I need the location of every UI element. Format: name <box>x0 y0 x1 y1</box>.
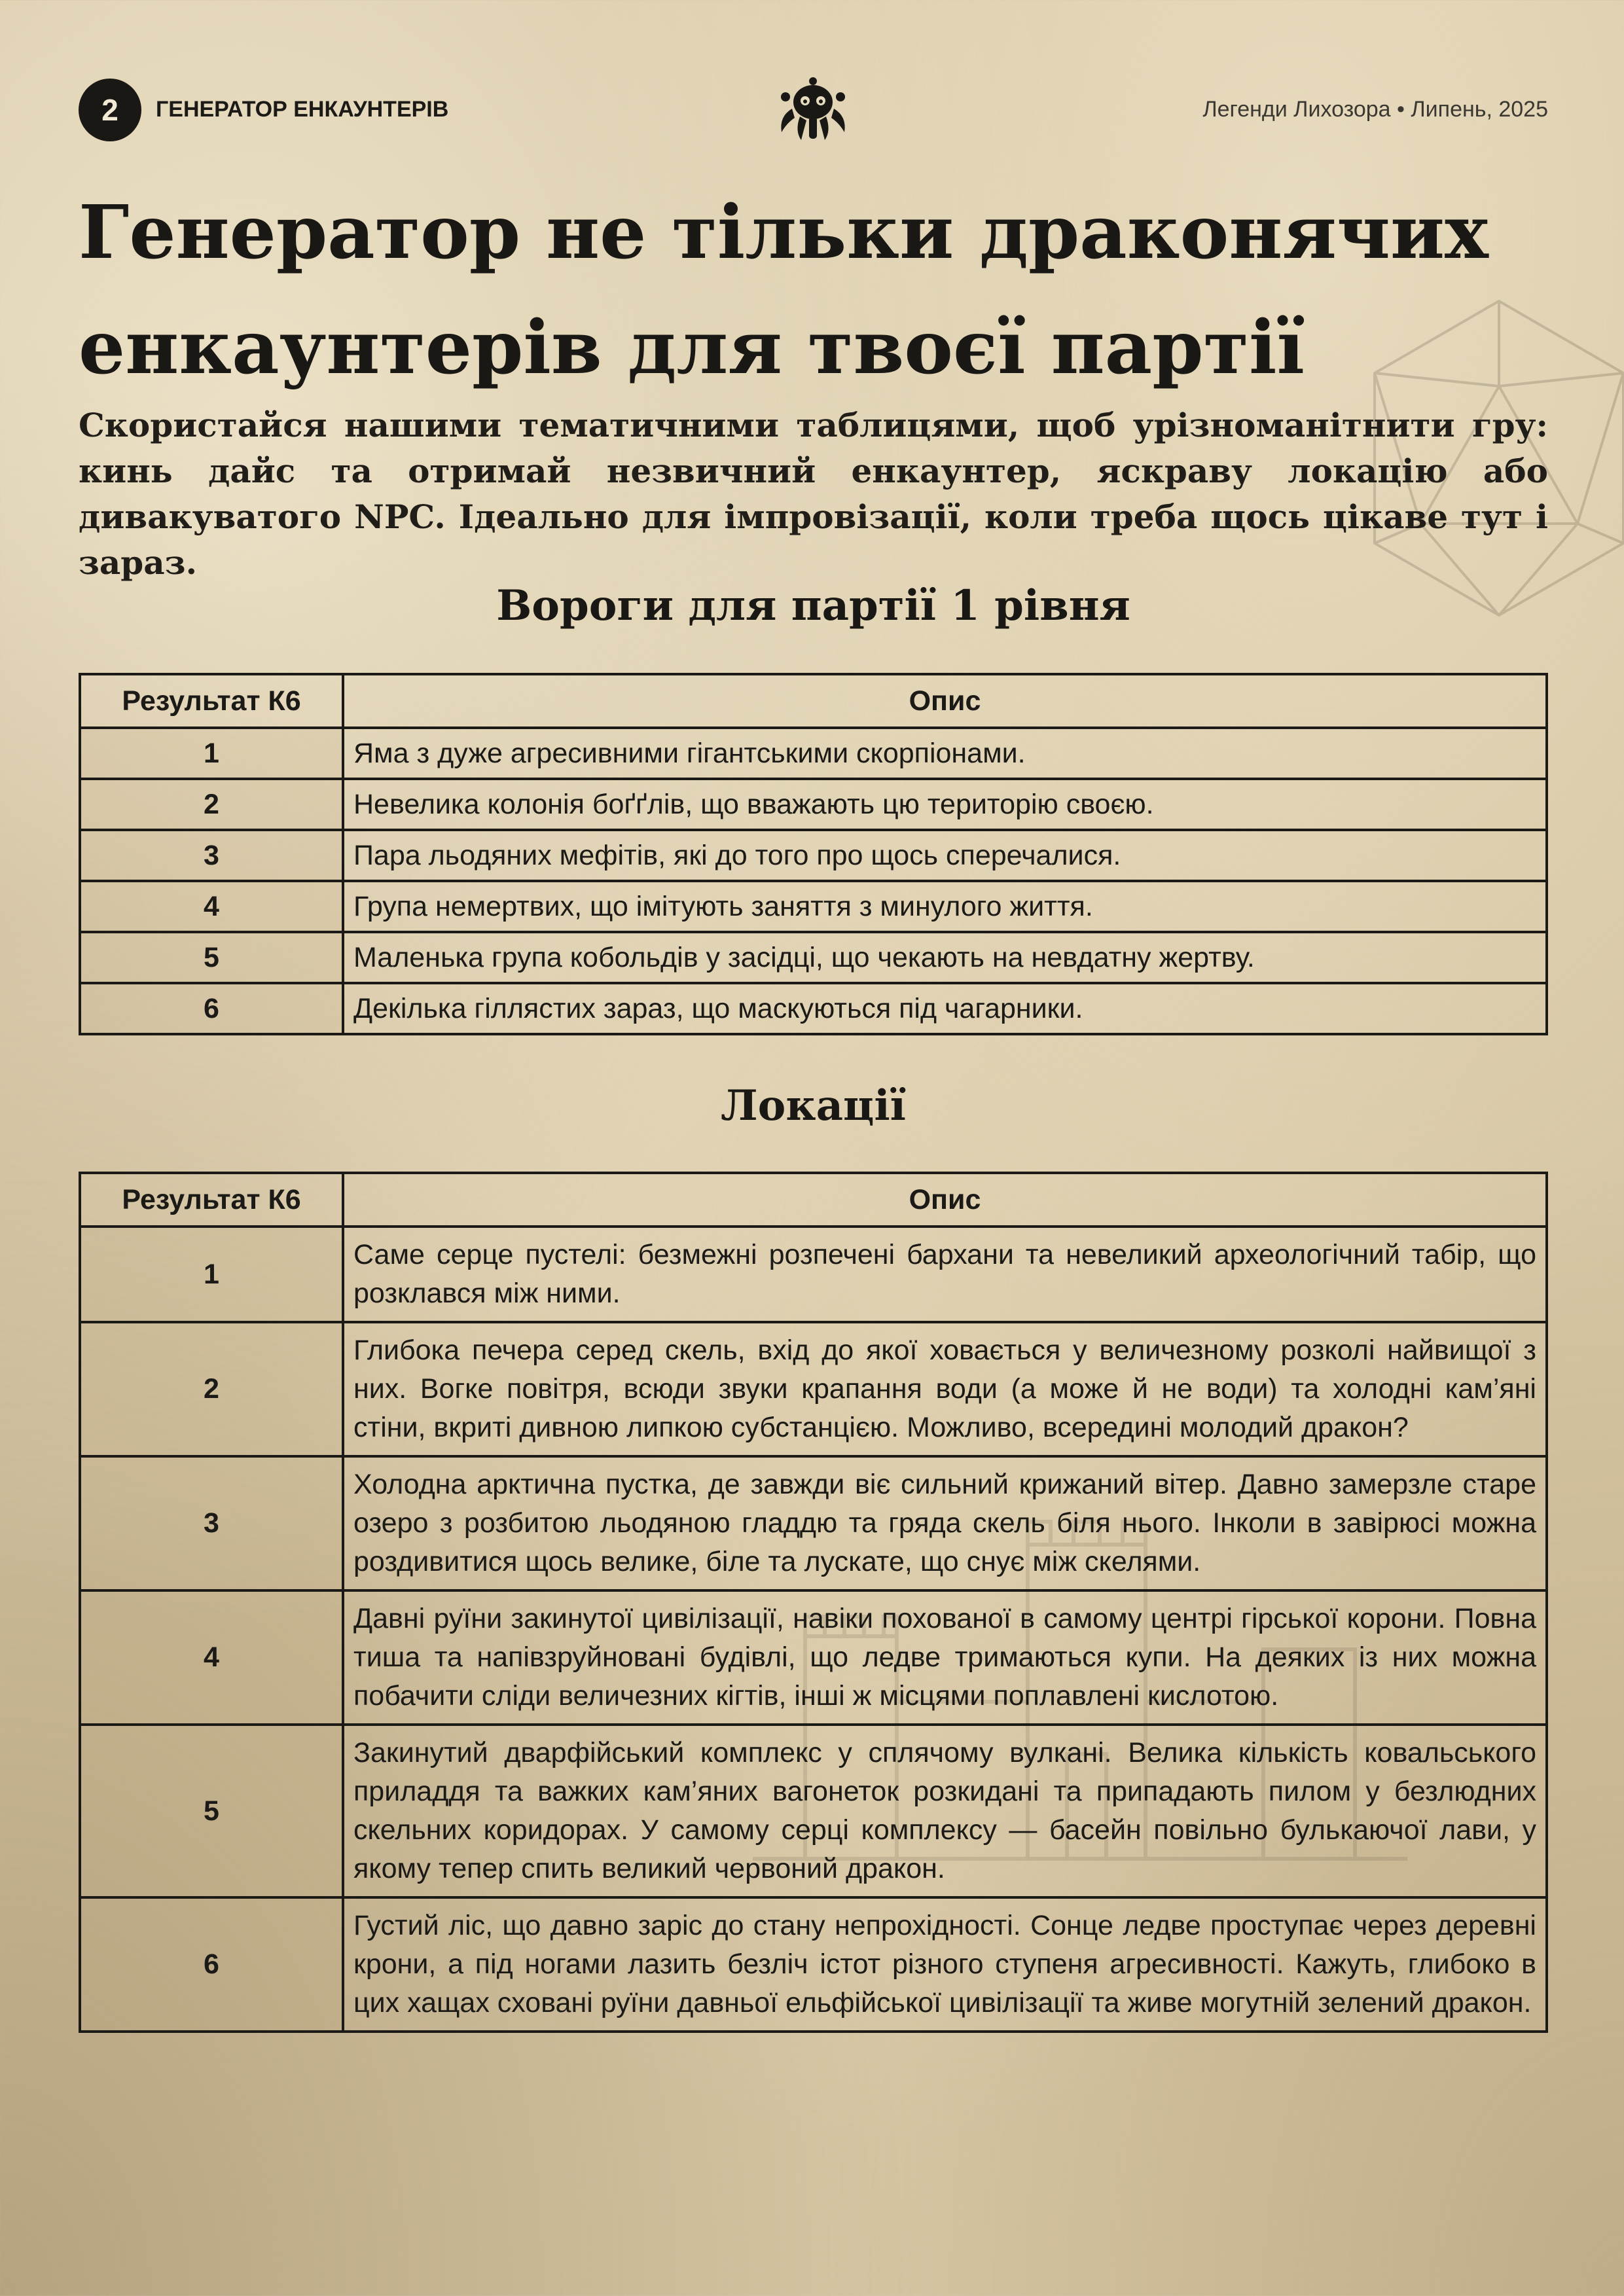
column-header-result: Результат К6 <box>80 674 343 728</box>
page-number-badge: 2 <box>79 79 141 141</box>
locations-heading: Локації <box>721 1081 906 1130</box>
section-label: ГЕНЕРАТОР ЕНКАУНТЕРІВ <box>156 97 449 122</box>
table-row <box>80 779 1547 830</box>
table-row <box>80 932 1547 983</box>
table-row <box>80 830 1547 881</box>
roll-result: 4 <box>80 881 343 932</box>
column-header-description: Опис <box>343 674 1547 728</box>
locations-table <box>79 1172 1548 2033</box>
table-row <box>80 881 1547 932</box>
row-description: Закинутий дварфійський комплекс у сплячому вулкані. Велика кількість ковальського приладдя та важких кам’яних вагонеток розкидані та припадають пилом у безлюдних скельних коридорах. У самому серці комплексу — басейн повільно булькаючої лави, у якому тепер спить великий червоний дракон. <box>343 1725 1547 1897</box>
row-description: Група немертвих, що імітують заняття з минулого життя. <box>343 881 1547 932</box>
table-header-row <box>80 1173 1547 1227</box>
row-description: Давні руїни закинутої цивілізації, навіки похованої в самому центрі гірської корони. Повна тиша та напівзруйновані будівлі, що ледве тримаються купи. На деяких із них можна побачити сліди величезних кігтів, інші ж місцями поплавлені кислотою. <box>343 1590 1547 1725</box>
row-description: Яма з дуже агресивними гігантськими скорпіонами. <box>343 728 1547 779</box>
table-row <box>80 1322 1547 1456</box>
table-row <box>80 983 1547 1034</box>
row-description: Маленька група кобольдів у засідці, що чекають на невдатну жертву. <box>343 932 1547 983</box>
row-description: Глибока печера серед скель, вхід до якої ховається у величезному розколі найвищої з них. Вогке повітря, всюди звуки крапання води (а може й не води) та холодні кам’яні стіни, вкриті дивною липкою субстанцією. Можливо, всередині молодий дракон? <box>343 1322 1547 1456</box>
roll-result: 6 <box>80 983 343 1034</box>
roll-result: 6 <box>80 1897 343 2032</box>
table-row <box>80 1897 1547 2032</box>
column-header-result: Результат К6 <box>80 1173 343 1227</box>
row-description: Густий ліс, що давно заріс до стану непрохідності. Сонце ледве проступає через деревні крони, а під ногами лазить безліч істот різного ступеня агресивності. Кажуть, глибоко в цих хащах сховані руїни давньої ельфійської цивілізації та живе могутній зелений дракон. <box>343 1897 1547 2032</box>
title-line-2: енкаунтерів для твоєї партії <box>79 305 1305 391</box>
roll-result: 5 <box>80 1725 343 1897</box>
issue-info: Легенди Лихозора • Липень, 2025 <box>1202 97 1548 122</box>
roll-result: 2 <box>80 779 343 830</box>
roll-result: 3 <box>80 1456 343 1590</box>
table-row <box>80 1456 1547 1590</box>
roll-result: 4 <box>80 1590 343 1725</box>
table-row <box>80 1725 1547 1897</box>
enemies-table <box>79 673 1548 1035</box>
roll-result: 5 <box>80 932 343 983</box>
octopus-crest-icon <box>772 77 854 143</box>
table-row <box>80 1227 1547 1322</box>
enemies-heading: Вороги для партії 1 рівня <box>496 581 1130 630</box>
row-description: Саме серце пустелі: безмежні розпечені бархани та невеликий археологічний табір, що розклався між ними. <box>343 1227 1547 1322</box>
table-row <box>80 1590 1547 1725</box>
roll-result: 1 <box>80 728 343 779</box>
row-description: Невелика колонія боґґлів, що вважають цю територію своєю. <box>343 779 1547 830</box>
page-title <box>79 175 1558 406</box>
row-description: Холодна арктична пустка, де завжди віє сильний крижаний вітер. Давно замерзле старе озеро з розбитою льодяною гладдю та гряда скель біля нього. Інколи в завірюсі можна роздивитися щось велике, біле та лускате, що снує між скелями. <box>343 1456 1547 1590</box>
table-header-row <box>80 674 1547 728</box>
intro-paragraph: Скористайся нашими тематичними таблицями, щоб урізноманітнити гру: кинь дайс та отримай незвичний енкаунтер, яскраву локацію або дивакуватого NPC. Ідеально для імпровізації, коли треба щось цікаве тут і зараз. <box>79 406 1548 582</box>
table-row <box>80 728 1547 779</box>
row-description: Пара льодяних мефітів, які до того про щось сперечалися. <box>343 830 1547 881</box>
roll-result: 3 <box>80 830 343 881</box>
title-line-1: Генератор не тільки драконячих <box>79 190 1489 276</box>
roll-result: 2 <box>80 1322 343 1456</box>
page-header <box>79 77 1548 143</box>
roll-result: 1 <box>80 1227 343 1322</box>
row-description: Декілька гіллястих зараз, що маскуються під чагарники. <box>343 983 1547 1034</box>
column-header-description: Опис <box>343 1173 1547 1227</box>
